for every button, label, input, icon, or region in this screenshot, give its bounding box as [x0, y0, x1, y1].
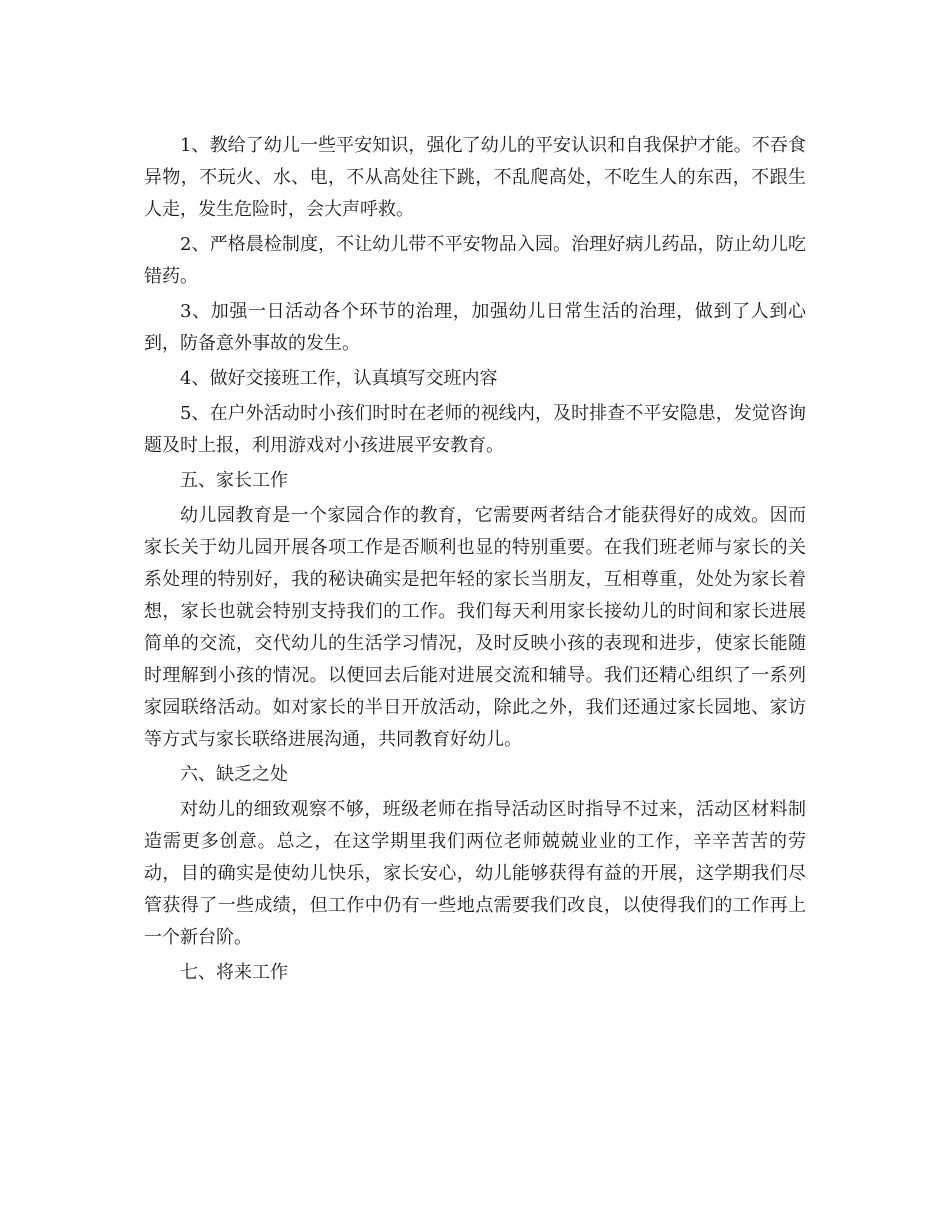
paragraph-shift-handover: 4、做好交接班工作，认真填写交班内容 — [180, 367, 498, 389]
paragraph-parent-cooperation: 幼儿园教育是一个家园合作的教育，它需要两者结合才能获得好的成效。因而家长关于幼儿园开展各项工作是否顺利也显的特别重要。在我们班老师与家长的关系处理的特别好，我的秘诀确实是把年轻的家长当朋友，互相尊重，处处为家长着想，家长也就会特别支持我们的工作。我们每天利用家长接幼儿的时间和家长进展简单的交流，交代幼儿的生活学习情况，及时反映小孩的表现和进步，使家长能随时理解到小孩的情况。以便回去后能对进展交流和辅导。我们还精心组织了一系列家园联络活动。如对家长的半日开放活动，除此之外，我们还通过家长园地、家访等方式与家长联络进展沟通，共同教育好幼儿。 — [144, 504, 806, 750]
paragraph-outdoor-safety: 5、在户外活动时小孩们时时在老师的视线内，及时排查不平安隐患，发觉咨询题及时上报，利用游戏对小孩进展平安教育。 — [144, 402, 806, 456]
paragraph-daily-management: 3、加强一日活动各个环节的治理，加强幼儿日常生活的治理，做到了人到心到，防备意外事故的发生。 — [144, 300, 806, 354]
section-heading-future-work: 七、将来工作 — [180, 961, 288, 983]
paragraph-shortcomings: 对幼儿的细致观察不够，班级老师在指导活动区时指导不过来，活动区材料制造需更多创意。总之，在这学期里我们两位老师兢兢业业的工作，辛辛苦苦的劳动，目的确实是使幼儿快乐，家长安心，幼儿能够获得有益的开展，这学期我们尽管获得了一些成绩，但工作中仍有一些地点需要我们改良，以使得我们的工作再上一个新台阶。 — [144, 798, 806, 948]
section-heading-parent-work: 五、家长工作 — [180, 469, 288, 491]
paragraph-safety-knowledge: 1、教给了幼儿一些平安知识，强化了幼儿的平安认识和自我保护才能。不吞食异物，不玩火、水、电，不从高处往下跳，不乱爬高处，不吃生人的东西，不跟生人走，发生危险时，会大声呼救。 — [144, 134, 806, 220]
section-heading-shortcomings: 六、缺乏之处 — [180, 763, 288, 785]
paragraph-morning-check: 2、严格晨检制度，不让幼儿带不平安物品入园。治理好病儿药品，防止幼儿吃错药。 — [144, 233, 806, 287]
